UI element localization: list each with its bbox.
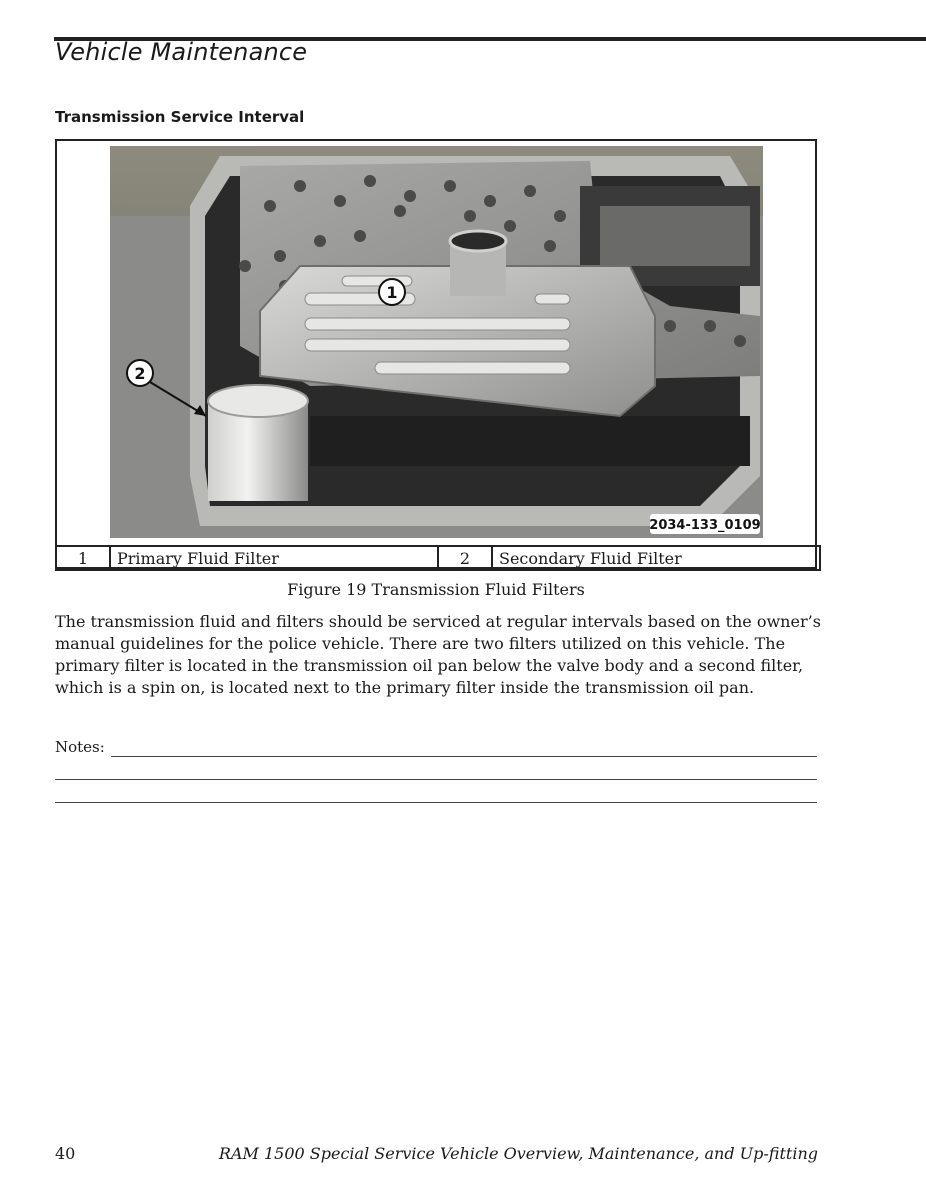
legend-num-1: 1 <box>56 546 110 570</box>
section-title: Vehicle Maintenance <box>55 38 308 66</box>
footer-document-title: RAM 1500 Special Service Vehicle Overview, Maintenance, and Up-fitting <box>218 1144 818 1163</box>
body-paragraph: The transmission fluid and filters should be serviced at regular intervals based on the owner’s manual guidelines for the police vehicle. There are two filters utilized on this vehicle. The primary filter is located in the transmission oil pan below the valve body and a second filter, which is a spin on, is located next to the primary filter inside the transmission oil pan. <box>55 612 821 697</box>
notes-label: Notes: <box>55 738 105 756</box>
notes-line <box>55 802 817 803</box>
page-number: 40 <box>55 1144 76 1163</box>
legend-label-2: Secondary Fluid Filter <box>492 546 820 570</box>
notes-line <box>111 756 817 757</box>
transmission-photo <box>110 146 763 538</box>
legend-label-1: Primary Fluid Filter <box>110 546 438 570</box>
legend-table <box>55 545 821 571</box>
notes-section <box>55 738 817 807</box>
sub-heading: Transmission Service Interval <box>55 108 305 126</box>
callout-1: 1 <box>386 283 398 302</box>
figure-caption: Figure 19 Transmission Fluid Filters <box>287 580 585 599</box>
legend-num-2: 2 <box>438 546 492 570</box>
legend-row <box>56 546 820 570</box>
image-code: 2034-133_0109 <box>649 518 761 533</box>
callout-2: 2 <box>134 364 146 383</box>
notes-line <box>55 779 817 780</box>
